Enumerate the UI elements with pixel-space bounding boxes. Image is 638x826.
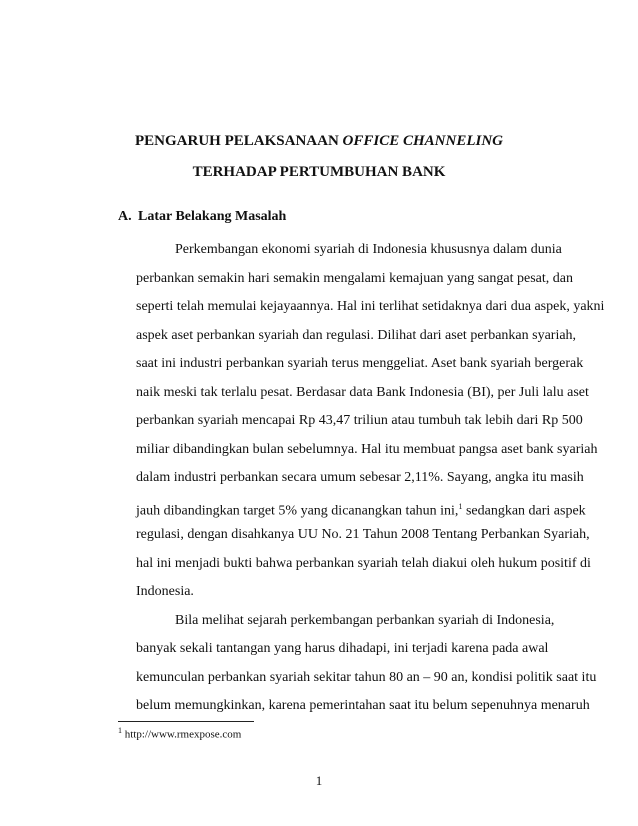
paragraph-line: seperti telah memulai kejayaannya. Hal ini terlihat setidaknya dari dua aspek, yakni xyxy=(136,299,605,314)
paragraph-line: banyak sekali tantangan yang harus dihadapi, ini terjadi karena pada awal xyxy=(136,641,549,656)
paragraph-line: belum memungkinkan, karena pemerintahan saat itu belum sepenuhnya menaruh xyxy=(136,698,590,713)
line-text: sedangkan dari aspek xyxy=(462,503,586,519)
paragraph-line: saat ini industri perbankan syariah terus menggeliat. Aset bank syariah bergerak xyxy=(136,356,584,371)
paragraph-line: Indonesia. xyxy=(136,584,194,599)
footnote-text: http://www.rmexpose.com xyxy=(122,728,242,741)
page-number: 1 xyxy=(315,773,323,788)
document-title-line-2: TERHADAP PERTUMBUHAN BANK xyxy=(192,164,446,180)
section-number: A. xyxy=(118,209,132,224)
line-text: jauh dibandingkan target 5% yang dicanangkan tahun ini, xyxy=(136,503,459,519)
paragraph-line: Perkembangan ekonomi syariah di Indonesia khususnya dalam dunia xyxy=(175,242,562,257)
footnote-reference: 1 xyxy=(458,502,463,511)
paragraph-line: kemunculan perbankan syariah sekitar tahun 80 an – 90 an, kondisi politik saat itu xyxy=(136,670,597,685)
section-heading xyxy=(118,209,286,225)
paragraph-line: perbankan semakin hari semakin mengalami kemajuan yang sangat pesat, dan xyxy=(136,271,573,286)
paragraph-line: aspek aset perbankan syariah dan regulasi. Dilihat dari aset perbankan syariah, xyxy=(136,328,577,343)
title-prefix: PENGARUH PELAKSANAAN xyxy=(135,133,343,149)
paragraph-line: regulasi, dengan disahkanya UU No. 21 Tahun 2008 Tentang Perbankan Syariah, xyxy=(136,527,590,542)
paragraph-line: naik meski tak terlalu pesat. Berdasar data Bank Indonesia (BI), per Juli lalu aset xyxy=(136,385,589,400)
document-title-line-1 xyxy=(0,133,638,150)
paragraph-line xyxy=(136,498,586,521)
paragraph-line: hal ini menjadi bukti bahwa perbankan syariah telah diakui oleh hukum positif di xyxy=(136,556,591,571)
title-italic-term: OFFICE CHANNELING xyxy=(342,133,503,149)
footnote-marker: 1 xyxy=(118,726,122,735)
footnote xyxy=(118,726,241,741)
section-heading-text: Latar Belakang Masalah xyxy=(138,209,287,224)
footnote-separator xyxy=(118,721,254,722)
paragraph-line: perbankan syariah mencapai Rp 43,47 triliun atau tumbuh tak lebih dari Rp 500 xyxy=(136,413,583,428)
paragraph-line: Bila melihat sejarah perkembangan perbankan syariah di Indonesia, xyxy=(175,613,555,628)
paragraph-line: miliar dibandingkan bulan sebelumnya. Hal itu membuat pangsa aset bank syariah xyxy=(136,442,598,457)
paragraph-line: dalam industri perbankan secara umum sebesar 2,11%. Sayang, angka itu masih xyxy=(136,470,584,485)
